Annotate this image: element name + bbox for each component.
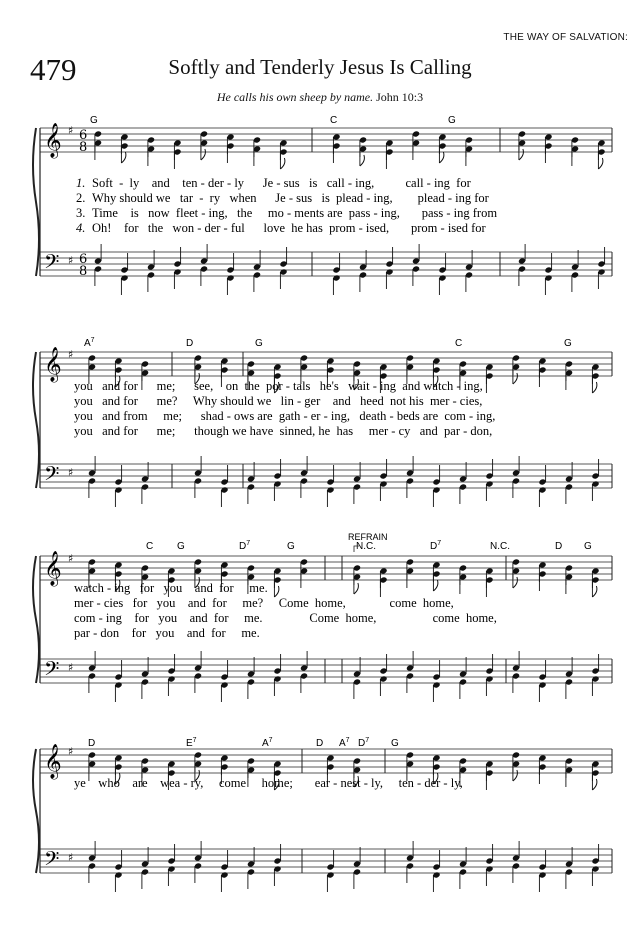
chord-root: C: [330, 115, 338, 126]
verse-number: 2.: [76, 191, 86, 205]
scripture-reference: John 10:3: [376, 90, 424, 104]
chord-extension: 7: [345, 737, 350, 744]
refrain-label: REFRAIN: [348, 532, 388, 542]
chord-symbol: [358, 737, 369, 749]
chord-symbol: [584, 541, 592, 552]
chord-symbol: [84, 337, 95, 349]
bass-clef-icon: 𝄢: [44, 657, 60, 685]
chord-root: E: [186, 738, 193, 749]
treble-staff: [40, 128, 612, 152]
bass-clef-icon: 𝄢: [44, 847, 60, 875]
key-signature-sharp: ♯: [68, 552, 74, 565]
chord-symbol: [262, 737, 273, 749]
chord-symbol: [88, 738, 95, 749]
chord-symbol: [330, 115, 337, 126]
chord-root: G: [177, 541, 185, 552]
chord-root: G: [391, 738, 399, 749]
chord-root: G: [584, 541, 592, 552]
chord-symbol: [146, 541, 153, 552]
chord-root: G: [448, 115, 456, 126]
chord-symbol: [356, 541, 376, 552]
lyric-line: you and for me? Why should we lin - ger and heed not his mer - cies,: [74, 394, 483, 408]
chord-symbol: [490, 541, 510, 552]
chord-symbol: [564, 338, 572, 349]
lyric-line: par - don for you and for me.: [74, 626, 260, 640]
note-flag: [592, 382, 597, 393]
chord-root: D: [358, 738, 366, 749]
treble-clef-icon: 𝄞: [44, 347, 62, 382]
time-signature: 6: [79, 128, 88, 143]
bass-clef-icon: 𝄢: [44, 462, 60, 490]
chord-symbol: [430, 540, 441, 552]
lyric-line: you and for me; though we have sinned, he has mer - cy and par - don,: [74, 424, 493, 438]
key-signature-sharp: ♯: [68, 348, 74, 361]
bass-staff: [40, 252, 612, 276]
note-flag: [598, 158, 603, 169]
chord-symbol: [186, 737, 197, 749]
chord-root: A: [339, 738, 346, 749]
lyric-line: you and from me; shad - ows are gath - er - ing, death - beds are com - ing,: [74, 409, 496, 423]
lyric-line: you and for me; see, on the por - tals he's wait - ing and watch - ing,: [74, 379, 483, 393]
note-flag: [354, 583, 359, 594]
time-signature: 6: [79, 252, 88, 267]
lyric-line: watch - ing for you and for me.: [74, 581, 268, 595]
chord-root: A: [84, 338, 91, 349]
chord-symbol: [448, 115, 456, 126]
chord-symbol: [455, 338, 462, 349]
note-flag: [433, 580, 438, 591]
bass-staff: [40, 464, 612, 488]
key-signature-sharp: ♯: [68, 254, 74, 267]
system-brace: [33, 128, 39, 276]
lyric-line: com - ing for you and for me. Come home, come home,: [74, 611, 497, 625]
note-flag: [121, 152, 126, 163]
chord-symbol: [316, 738, 323, 749]
chord-extension: 7: [192, 737, 197, 744]
bass-staff: [40, 659, 612, 683]
chord-symbol: [391, 738, 399, 749]
hymn-title: Softly and Tenderly Jesus Is Calling: [168, 55, 472, 79]
chord-root: D: [239, 541, 247, 552]
treble-staff: [40, 352, 612, 376]
bass-clef-icon: 𝄢: [44, 250, 60, 278]
chord-extension: 7: [365, 737, 370, 744]
chord-symbol: [339, 737, 350, 749]
note-flag: [439, 152, 444, 163]
note-flag: [592, 779, 597, 790]
chord-root: G: [287, 541, 295, 552]
chord-symbol: [90, 115, 98, 126]
note-flag: [513, 373, 518, 384]
treble-staff: [40, 556, 612, 580]
system-brace: [33, 556, 39, 683]
note-flag: [592, 586, 597, 597]
note-flag: [513, 770, 518, 781]
treble-clef-icon: 𝄞: [44, 551, 62, 586]
hymn-number: 479: [30, 52, 77, 87]
bass-staff: [40, 849, 612, 873]
lyric-line: Oh! for the won - der - ful love he has prom - ised, prom - ised for: [92, 221, 486, 235]
chord-symbol: [186, 338, 193, 349]
scripture-quote: He calls his own sheep by name.: [216, 90, 374, 104]
chord-root: D: [555, 541, 563, 552]
chord-root: A: [262, 738, 269, 749]
key-signature-sharp: ♯: [68, 745, 74, 758]
key-signature-sharp: ♯: [68, 124, 74, 137]
chord-symbol: [555, 541, 562, 552]
chord-root: N.C.: [356, 541, 376, 552]
chord-root: D: [316, 738, 324, 749]
chord-extension: 7: [90, 337, 95, 344]
chord-root: C: [455, 338, 463, 349]
chord-symbol: [287, 541, 295, 552]
verse-number: 3.: [76, 206, 86, 220]
lyric-line: Why should we tar - ry when Je - sus is plead - ing, plead - ing for: [92, 191, 489, 205]
chord-root: G: [90, 115, 98, 126]
treble-clef-icon: 𝄞: [44, 744, 62, 779]
key-signature-sharp: ♯: [68, 466, 74, 479]
time-signature: 8: [79, 140, 88, 155]
chord-root: C: [146, 541, 154, 552]
chord-symbol: [177, 541, 185, 552]
lyric-line: Soft - ly and ten - der - ly Je - sus is call - ing, call - ing for: [92, 176, 471, 190]
verse-number: 1.: [76, 176, 86, 190]
chord-root: D: [88, 738, 96, 749]
section-header: THE WAY OF SALVATION:: [503, 32, 628, 43]
chord-extension: 7: [437, 540, 442, 547]
key-signature-sharp: ♯: [68, 851, 74, 864]
chord-root: N.C.: [490, 541, 510, 552]
lyric-line: ye who are wea - ry, come home; ear - nest - ly, ten - der - ly,: [74, 776, 463, 790]
lyric-line: mer - cies for you and for me? Come home, come home,: [74, 596, 454, 610]
chord-extension: 7: [268, 737, 273, 744]
verse-number: 4.: [76, 221, 86, 235]
chord-root: G: [564, 338, 572, 349]
chord-root: G: [255, 338, 263, 349]
note-flag: [201, 149, 206, 160]
lyric-line: Time is now fleet - ing, the mo - ments are pass - ing, pass - ing from: [92, 206, 498, 220]
key-signature-sharp: ♯: [68, 661, 74, 674]
note-flag: [360, 155, 365, 166]
note-flag: [519, 149, 524, 160]
chord-symbol: [255, 338, 263, 349]
system-brace: [33, 352, 39, 488]
note-flag: [513, 577, 518, 588]
note-flag: [280, 158, 285, 169]
chord-extension: 7: [246, 540, 251, 547]
chord-symbol: [239, 540, 250, 552]
chord-root: D: [430, 541, 438, 552]
treble-clef-icon: 𝄞: [44, 123, 62, 158]
chord-root: D: [186, 338, 194, 349]
time-signature: 8: [79, 264, 88, 279]
treble-staff: [40, 749, 612, 773]
system-brace: [33, 749, 39, 873]
